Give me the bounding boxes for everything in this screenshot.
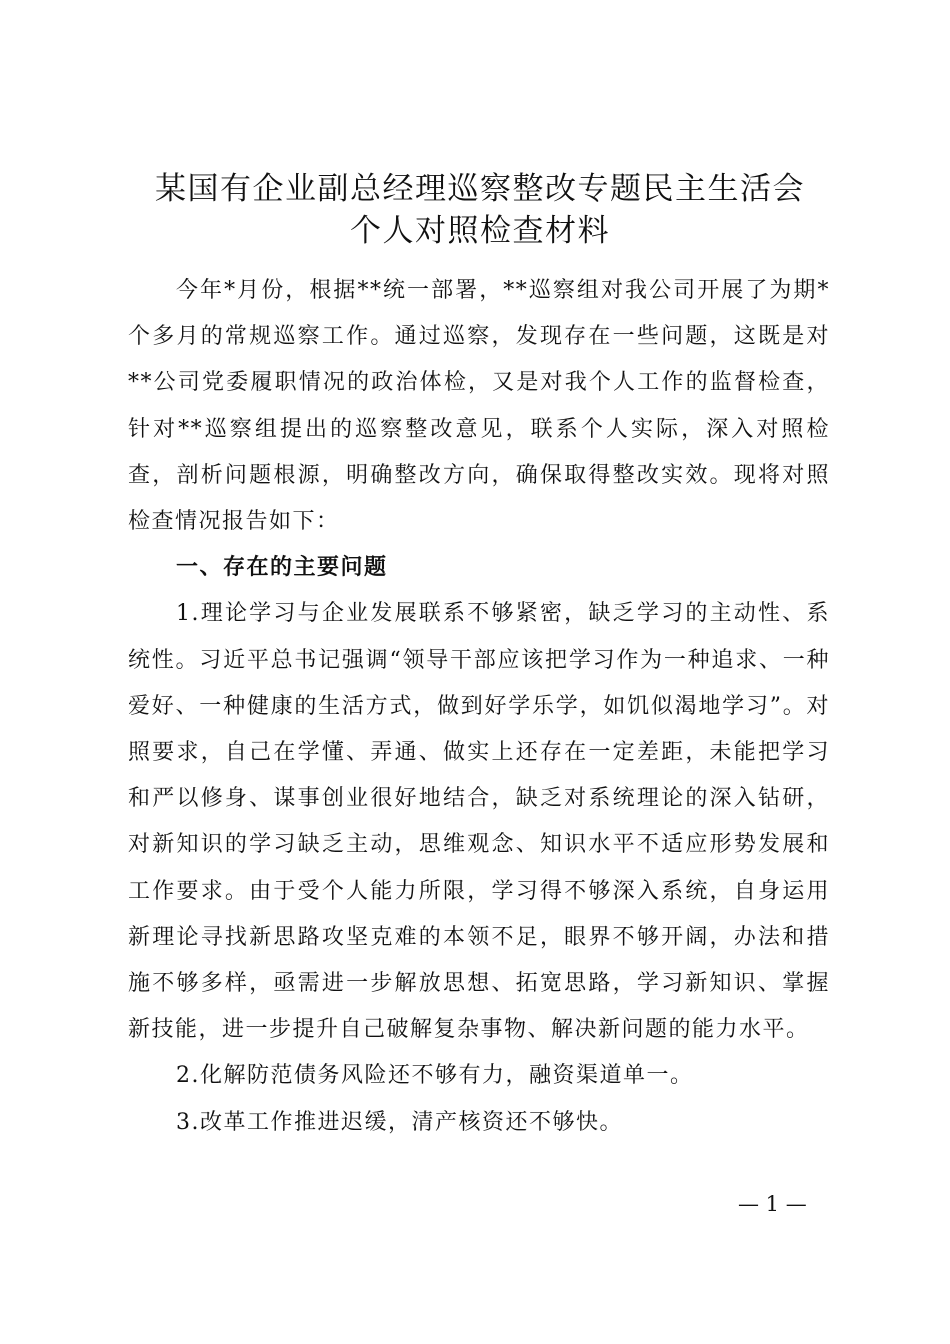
title-line-2: 个人对照检查材料	[350, 213, 610, 249]
title-line-1: 某国有企业副总经理巡察整改专题民主生活会	[155, 171, 805, 207]
document-body	[128, 268, 830, 1146]
intro-paragraph: 今年*月份，根据**统一部署，**巡察组对我公司开展了为期*个多月的常规巡察工作。通过巡察，发现存在一些问题，这既是对**公司党委履职情况的政治体检，又是对我个人工作的监督检查，针对**巡察组提出的巡察整改意见，联系个人实际，深入对照检查，剖析问题根源，明确整改方向，确保取得整改实效。现将对照检查情况报告如下：	[128, 278, 830, 535]
section-heading-1: 一、存在的主要问题	[176, 555, 388, 581]
issue-item-2: 2.化解防范债务风险还不够有力，融资渠道单一。	[176, 1063, 694, 1089]
issue-item-3: 3.改革工作推进迟缓，清产核资还不够快。	[176, 1109, 623, 1135]
document-title	[100, 168, 860, 252]
page-number: — 1 —	[738, 1192, 807, 1216]
issue-item-1: 1.理论学习与企业发展联系不够紧密，缺乏学习的主动性、系统性。习近平总书记强调“领导干部应该把学习作为一种追求、一种爱好、一种健康的生活方式，做到好学乐学，如饥似渴地学习”。对照要求，自己在学懂、弄通、做实上还存在一定差距，未能把学习和严以修身、谋事创业很好地结合，缺乏对系统理论的深入钻研，对新知识的学习缺乏主动，思维观念、知识水平不适应形势发展和工作要求。由于受个人能力所限，学习得不够深入系统，自身运用新理论寻找新思路攻坚克难的本领不足，眼界不够开阔，办法和措施不够多样，亟需进一步解放思想、拓宽思路，学习新知识、掌握新技能，进一步提升自己破解复杂事物、解决新问题的能力水平。	[128, 601, 830, 1043]
